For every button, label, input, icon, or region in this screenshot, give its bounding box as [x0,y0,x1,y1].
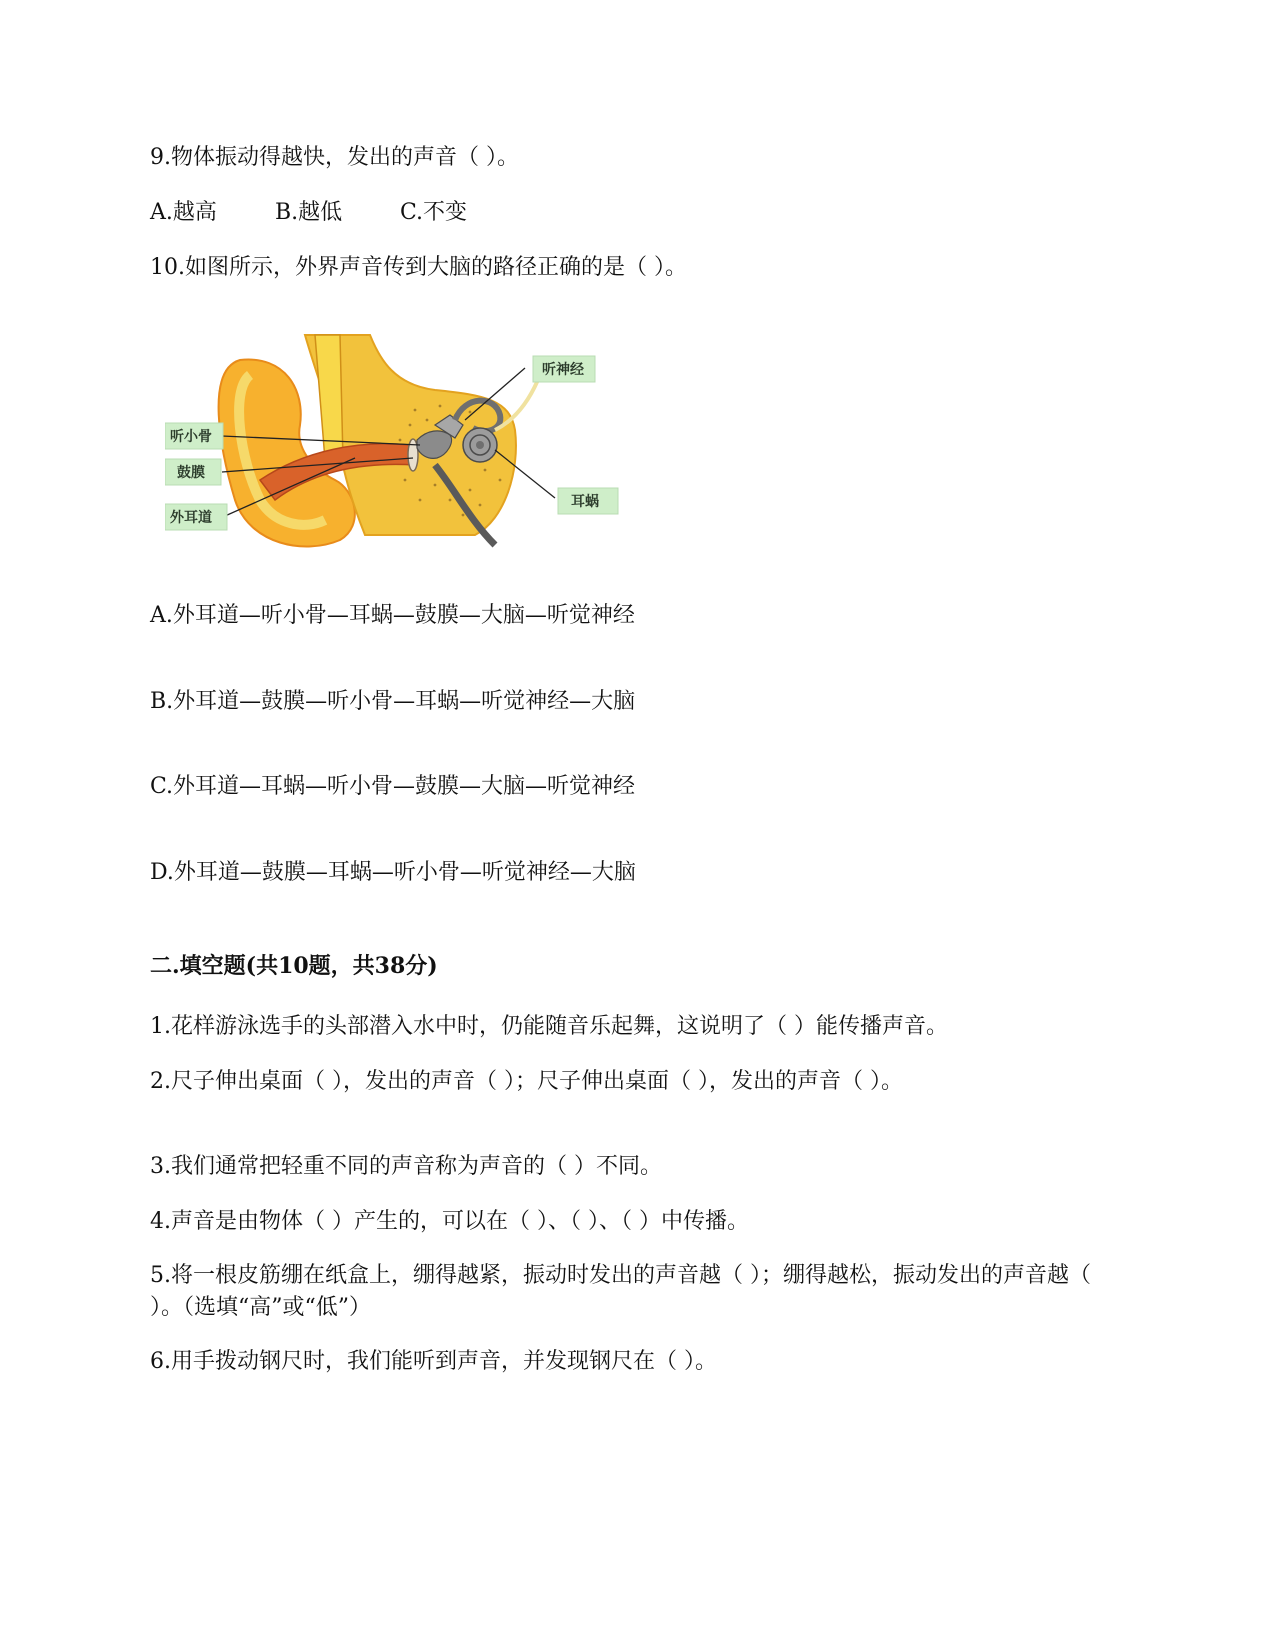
fill-item-1: 1.花样游泳选手的头部潜入水中时，仍能随音乐起舞，这说明了（ ）能传播声音。 [150,1014,948,1039]
ear-diagram [165,330,670,570]
label-auditory-nerve: 听神经 [542,362,584,378]
fill-item-2: 2.尺子伸出桌面（ ），发出的声音（ ）；尺子伸出桌面（ ），发出的声音（ ）。 [150,1069,903,1094]
label-eardrum: 鼓膜 [177,465,205,481]
question-10-option-c: C.外耳道—耳蜗—听小骨—鼓膜—大脑—听觉神经 [150,774,636,799]
section-heading: 二.填空题(共10题，共38分) [150,953,438,979]
option-a: A.越高 [150,200,217,225]
label-cochlea: 耳蜗 [571,494,599,510]
question-10-stem: 10.如图所示，外界声音传到大脑的路径正确的是（ ）。 [150,255,687,280]
fill-item-3: 3.我们通常把轻重不同的声音称为声音的（ ）不同。 [150,1154,662,1179]
label-ossicles: 听小骨 [170,429,212,445]
question-9-options [150,197,467,229]
question-9-stem: 9.物体振动得越快，发出的声音（ ）。 [150,145,519,170]
option-b: B.越低 [275,200,343,225]
fill-item-4: 4.声音是由物体（ ）产生的，可以在（ ）、（ ）、（ ）中传播。 [150,1209,749,1234]
question-10-option-b: B.外耳道—鼓膜—听小骨—耳蜗—听觉神经—大脑 [150,689,636,714]
question-10-option-a: A.外耳道—听小骨—耳蜗—鼓膜—大脑—听觉神经 [150,603,635,628]
option-c: C.不变 [400,200,468,225]
label-ear-canal: 外耳道 [170,510,212,526]
ear-anatomy-illustration [165,330,670,570]
fill-item-6: 6.用手拨动钢尺时，我们能听到声音，并发现钢尺在（ ）。 [150,1349,717,1374]
fill-item-5: 5.将一根皮筋绷在纸盒上，绷得越紧，振动时发出的声音越（ ）；绷得越松，振动发出的声音越（ ）。（选填“高”或“低”） [150,1263,1091,1320]
question-10-option-d: D.外耳道—鼓膜—耳蜗—听小骨—听觉神经—大脑 [150,860,636,885]
